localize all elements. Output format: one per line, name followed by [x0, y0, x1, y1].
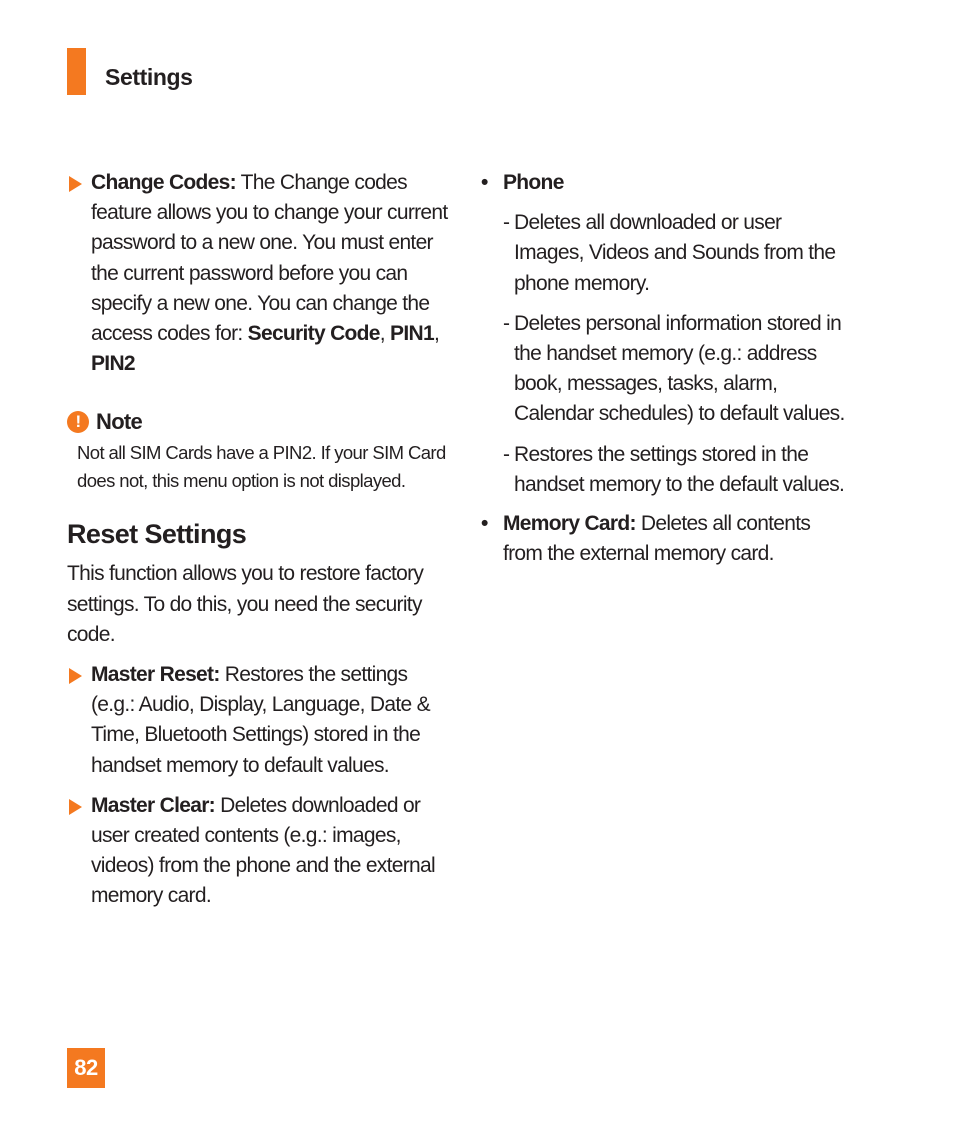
change-codes-label: Change Codes: [91, 171, 236, 194]
memory-card-label: Memory Card: [503, 512, 636, 536]
bullet-icon: • [481, 512, 488, 536]
separator: , [379, 322, 391, 346]
master-reset-label: Master Reset: [91, 663, 220, 687]
separator: , [433, 322, 440, 346]
master-clear-label: Master Clear: [91, 793, 215, 817]
phone-subitem-text: Deletes personal information stored in the handset memory (e.g.: address book, messages, tasks, alarm, Calendar schedules) to default values. [514, 311, 845, 426]
phone-subitem-text: Deletes all downloaded or user Images, Videos and Sounds from the phone memory. [514, 211, 836, 295]
phone-subitem [479, 208, 854, 299]
change-codes-text: The Change codes feature allows you to change your current password to a new one. You must enter the current password before you can specify a new one. You can change the access codes for: [91, 171, 448, 346]
dash-bullet: - [503, 442, 510, 466]
page-number: 82 [67, 1048, 105, 1088]
master-clear-text: Deletes downloaded or user created contents (e.g.: images, videos) from the phone and the external memory card. [91, 793, 435, 908]
arrow-bullet-icon [69, 668, 82, 684]
header-accent-bar [67, 48, 86, 95]
exclamation-icon: ! [67, 411, 89, 433]
memory-card-text: Deletes all contents from the external memory card. [503, 512, 811, 566]
right-column [479, 168, 854, 578]
bullet-icon: • [481, 171, 488, 194]
note-header [67, 409, 452, 435]
reset-settings-intro: This function allows you to restore factory settings. To do this, you need the security code. [67, 562, 424, 646]
note-text: Not all SIM Cards have a PIN2. If your SIM Card does not, this menu option is not displayed. [77, 442, 446, 492]
security-code-label: Security Code [247, 322, 380, 346]
left-column [67, 168, 452, 922]
phone-subitem-text: Restores the settings stored in the handset memory to the default values. [514, 442, 845, 496]
reset-settings-heading: Reset Settings [67, 519, 247, 550]
phone-subitem [479, 440, 854, 500]
page-header-title: Settings [105, 64, 193, 90]
pin2-label: PIN2 [91, 352, 135, 376]
arrow-bullet-icon [69, 799, 82, 815]
phone-subitem [479, 309, 854, 430]
note-box [67, 409, 452, 495]
pin1-label: PIN1 [390, 322, 434, 346]
change-codes-item [67, 168, 452, 379]
master-reset-text: Restores the settings (e.g.: Audio, Display, Language, Date & Time, Bluetooth Settings) stored in the handset memory to default values. [91, 663, 430, 777]
phone-item [479, 168, 854, 500]
dash-bullet: - [503, 211, 510, 235]
arrow-bullet-icon [69, 176, 82, 192]
dash-bullet: - [503, 311, 510, 335]
note-title: Note [96, 409, 143, 435]
master-clear-item [67, 791, 452, 912]
memory-card-item [479, 509, 854, 569]
phone-label: Phone [503, 171, 564, 194]
master-reset-item [67, 660, 452, 781]
